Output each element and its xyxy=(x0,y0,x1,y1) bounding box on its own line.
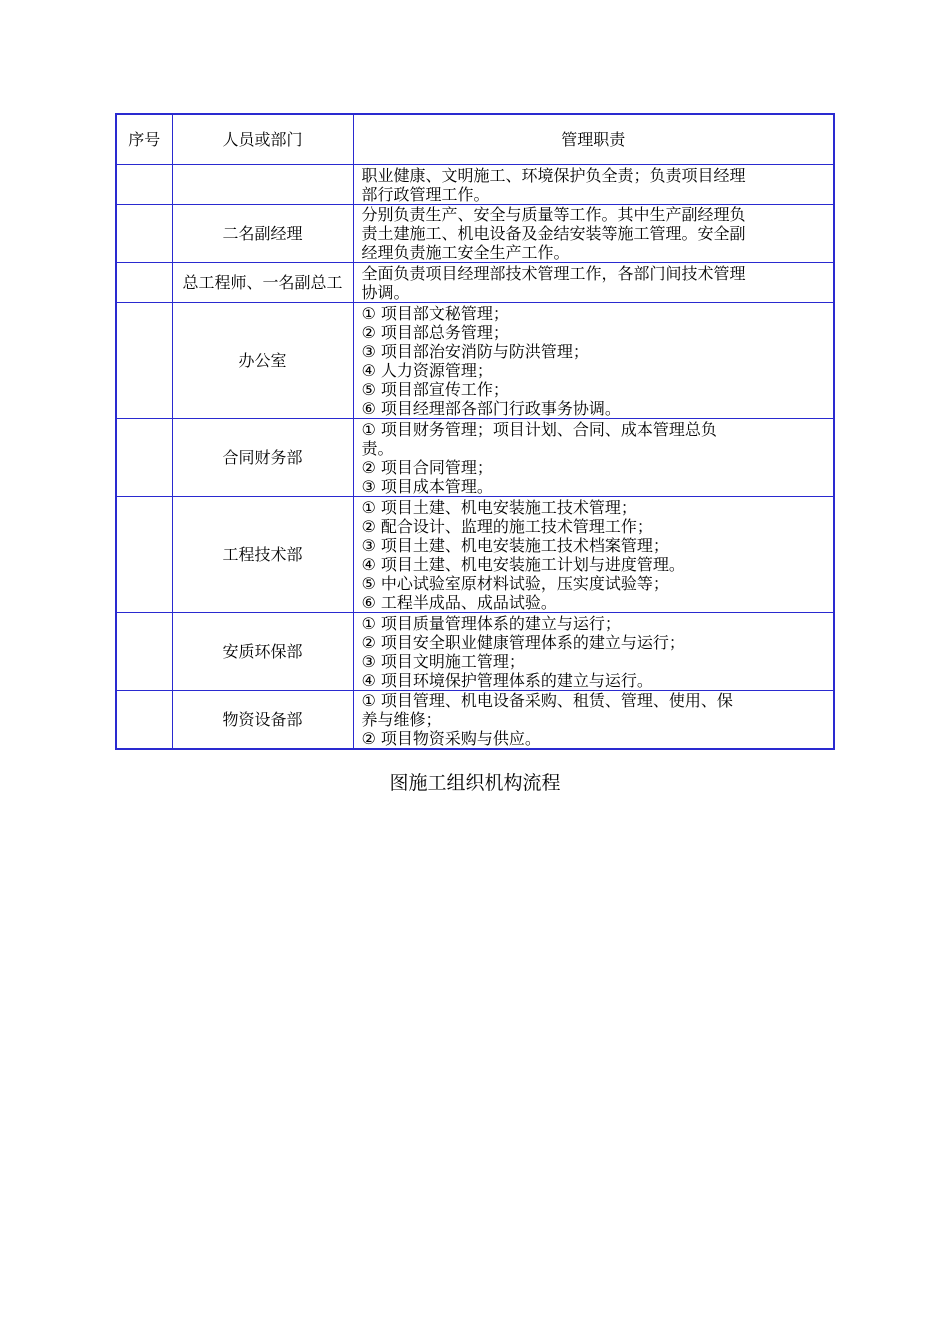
row-duty xyxy=(353,497,834,613)
duty-line: ④ 人力资源管理； xyxy=(361,360,493,380)
duty-line: ② 项目物资采购与供应。 xyxy=(361,729,541,748)
duty-line: 职业健康、文明施工、环境保护负全责；负责项目经理 xyxy=(361,165,746,185)
table-row xyxy=(116,165,834,205)
duty-line: ② 项目安全职业健康管理体系的建立与运行； xyxy=(361,632,685,652)
row-no xyxy=(116,303,172,419)
row-no xyxy=(116,419,172,497)
header-duty: 管理职责 xyxy=(353,114,834,165)
row-dept: 总工程师、一名副总工 xyxy=(172,263,353,303)
row-dept: 工程技术部 xyxy=(172,497,353,613)
duty-line: 协调。 xyxy=(361,282,410,302)
duty-line: 全面负责项目经理部技术管理工作，各部门间技术管理 xyxy=(361,263,746,283)
duty-line: ③ 项目成本管理。 xyxy=(361,476,493,496)
row-dept xyxy=(172,165,353,205)
duty-line: ② 项目部总务管理； xyxy=(361,322,509,342)
row-dept: 办公室 xyxy=(172,303,353,419)
row-duty xyxy=(353,205,834,263)
duty-line: ① 项目质量管理体系的建立与运行； xyxy=(361,613,621,633)
duty-line: ② 配合设计、监理的施工技术管理工作； xyxy=(361,516,653,536)
duty-line: ① 项目部文秘管理； xyxy=(361,303,509,323)
duty-line: 部行政管理工作。 xyxy=(361,184,490,204)
row-duty xyxy=(353,263,834,303)
duty-line: 养与维修； xyxy=(361,710,442,729)
row-duty xyxy=(353,165,834,205)
row-dept: 安质环保部 xyxy=(172,613,353,691)
row-dept: 合同财务部 xyxy=(172,419,353,497)
duty-line: ② 项目合同管理； xyxy=(361,457,493,477)
row-no xyxy=(116,205,172,263)
header-dept: 人员或部门 xyxy=(172,114,353,165)
table-row xyxy=(116,303,834,419)
duty-line: 分别负责生产、安全与质量等工作。其中生产副经理负 xyxy=(361,205,746,224)
duties-table xyxy=(115,113,835,750)
row-no xyxy=(116,263,172,303)
duty-line: ① 项目管理、机电设备采购、租赁、管理、使用、保 xyxy=(361,691,733,710)
duty-line: ⑥ 项目经理部各部门行政事务协调。 xyxy=(361,398,621,418)
table-row xyxy=(116,205,834,263)
table-row xyxy=(116,691,834,750)
duty-line: 经理负责施工安全生产工作。 xyxy=(361,243,570,262)
header-no: 序号 xyxy=(116,114,172,165)
table-row xyxy=(116,613,834,691)
row-no xyxy=(116,165,172,205)
row-no xyxy=(116,691,172,750)
row-duty xyxy=(353,613,834,691)
duty-line: ⑥ 工程半成品、成品试验。 xyxy=(361,592,557,612)
duty-line: ⑤ 项目部宣传工作； xyxy=(361,379,509,399)
row-duty xyxy=(353,419,834,497)
duty-line: ③ 项目文明施工管理； xyxy=(361,651,525,671)
figure-caption: 图施工组织机构流程 xyxy=(389,772,561,794)
duty-line: ① 项目土建、机电安装施工技术管理； xyxy=(361,497,637,517)
duty-line: ④ 项目环境保护管理体系的建立与运行。 xyxy=(361,670,653,690)
duty-line: ③ 项目部治安消防与防洪管理； xyxy=(361,341,589,361)
duty-line: 责土建施工、机电设备及金结安装等施工管理。安全副 xyxy=(361,224,746,243)
duty-line: 责。 xyxy=(361,438,394,458)
table-row xyxy=(116,497,834,613)
table-header-row xyxy=(116,114,834,165)
duty-line: ④ 项目土建、机电安装施工计划与进度管理。 xyxy=(361,554,685,574)
row-duty xyxy=(353,303,834,419)
duty-line: ① 项目财务管理；项目计划、合同、成本管理总负 xyxy=(361,419,717,439)
duty-line: ⑤ 中心试验室原材料试验，压实度试验等； xyxy=(361,573,669,593)
row-dept: 物资设备部 xyxy=(172,691,353,750)
row-dept: 二名副经理 xyxy=(172,205,353,263)
duty-line: ③ 项目土建、机电安装施工技术档案管理； xyxy=(361,535,669,555)
row-duty xyxy=(353,691,834,750)
table-row xyxy=(116,419,834,497)
row-no xyxy=(116,497,172,613)
table-row xyxy=(116,263,834,303)
row-no xyxy=(116,613,172,691)
